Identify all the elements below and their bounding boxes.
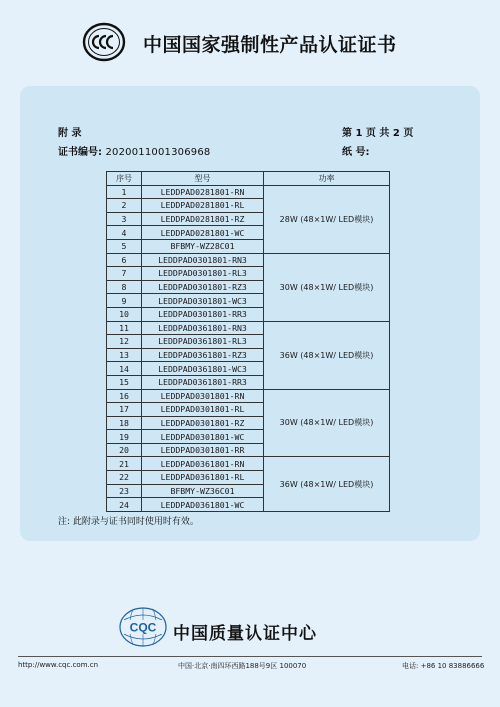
row-number: 7: [107, 267, 142, 281]
footer-phone: 电话: +86 10 83886666: [402, 662, 485, 670]
table-row: [107, 253, 390, 267]
table-row: [107, 185, 390, 199]
model-cell: LEDDPAD0281801-RN: [142, 185, 264, 199]
page-info: 第 1 页 共 2 页: [342, 128, 414, 139]
model-cell: LEDDPAD0281801-WC: [142, 226, 264, 240]
model-cell: LEDDPAD0301801-RR: [142, 443, 264, 457]
row-number: 22: [107, 471, 142, 485]
model-cell: LEDDPAD0301801-WC3: [142, 294, 264, 308]
model-cell: LEDDPAD0301801-RN: [142, 389, 264, 403]
footer-address: 中国·北京·南四环西路188号9区 100070: [178, 662, 307, 670]
paper-number-label: 纸 号:: [342, 147, 370, 158]
row-number: 17: [107, 403, 142, 417]
certificate-header: [0, 22, 500, 62]
row-number: 24: [107, 498, 142, 512]
row-number: 14: [107, 362, 142, 376]
table-row: [107, 321, 390, 335]
model-cell: LEDDPAD0281801-RL: [142, 199, 264, 213]
model-cell: LEDDPAD0361801-RL: [142, 471, 264, 485]
model-cell: LEDDPAD0301801-RL: [142, 403, 264, 417]
footer-divider: [18, 656, 482, 657]
table-row: [107, 457, 390, 471]
power-cell: 36W (48×1W/ LED模块): [264, 321, 390, 389]
model-cell: LEDDPAD0361801-WC: [142, 498, 264, 512]
power-cell: 30W (48×1W/ LED模块): [264, 389, 390, 457]
cert-no-label: 证书编号:: [58, 147, 102, 158]
row-number: 3: [107, 212, 142, 226]
power-cell: 36W (48×1W/ LED模块): [264, 457, 390, 511]
model-cell: LEDDPAD0301801-RZ3: [142, 280, 264, 294]
model-cell: LEDDPAD0361801-RL3: [142, 335, 264, 349]
row-number: 2: [107, 199, 142, 213]
row-number: 11: [107, 321, 142, 335]
row-number: 5: [107, 239, 142, 253]
model-cell: LEDDPAD0361801-WC3: [142, 362, 264, 376]
cert-no-value: 2020011001306968: [105, 147, 211, 158]
row-number: 9: [107, 294, 142, 308]
attachment-label: 附 录: [58, 128, 82, 139]
model-cell: LEDDPAD0301801-RZ: [142, 416, 264, 430]
certificate-number: [58, 143, 210, 158]
row-number: 13: [107, 348, 142, 362]
model-table: [106, 171, 390, 512]
ccc-mark-icon: [82, 22, 126, 62]
header-power: 功率: [264, 172, 390, 186]
row-number: 10: [107, 307, 142, 321]
row-number: 8: [107, 280, 142, 294]
cqc-logo-text: CQC: [129, 620, 157, 635]
cqc-logo-icon: [118, 606, 168, 648]
model-cell: LEDDPAD0301801-RN3: [142, 253, 264, 267]
table-header-row: [107, 172, 390, 186]
row-number: 16: [107, 389, 142, 403]
model-cell: BFBMY-WZ36C01: [142, 484, 264, 498]
model-cell: LEDDPAD0361801-RN3: [142, 321, 264, 335]
footer-website: http://www.cqc.com.cn: [18, 661, 99, 669]
organization-name: 中国质量认证中心: [173, 624, 317, 644]
row-number: 6: [107, 253, 142, 267]
model-cell: LEDDPAD0301801-RL3: [142, 267, 264, 281]
row-number: 18: [107, 416, 142, 430]
row-number: 23: [107, 484, 142, 498]
row-number: 19: [107, 430, 142, 444]
power-cell: 30W (48×1W/ LED模块): [264, 253, 390, 321]
model-cell: LEDDPAD0281801-RZ: [142, 212, 264, 226]
row-number: 4: [107, 226, 142, 240]
model-cell: LEDDPAD0361801-RZ3: [142, 348, 264, 362]
header-no: 序号: [107, 172, 142, 186]
row-number: 21: [107, 457, 142, 471]
row-number: 12: [107, 335, 142, 349]
model-cell: LEDDPAD0361801-RR3: [142, 375, 264, 389]
validity-note: 注: 此附录与证书同时使用时有效。: [58, 517, 199, 527]
model-cell: LEDDPAD0301801-WC: [142, 430, 264, 444]
row-number: 15: [107, 375, 142, 389]
table-row: [107, 389, 390, 403]
row-number: 20: [107, 443, 142, 457]
document-title: 中国国家强制性产品认证证书: [143, 34, 397, 56]
model-cell: BFBMY-WZ28C01: [142, 239, 264, 253]
header-model: 型号: [142, 172, 264, 186]
row-number: 1: [107, 185, 142, 199]
model-cell: LEDDPAD0361801-RN: [142, 457, 264, 471]
model-cell: LEDDPAD0301801-RR3: [142, 307, 264, 321]
power-cell: 28W (48×1W/ LED模块): [264, 185, 390, 253]
